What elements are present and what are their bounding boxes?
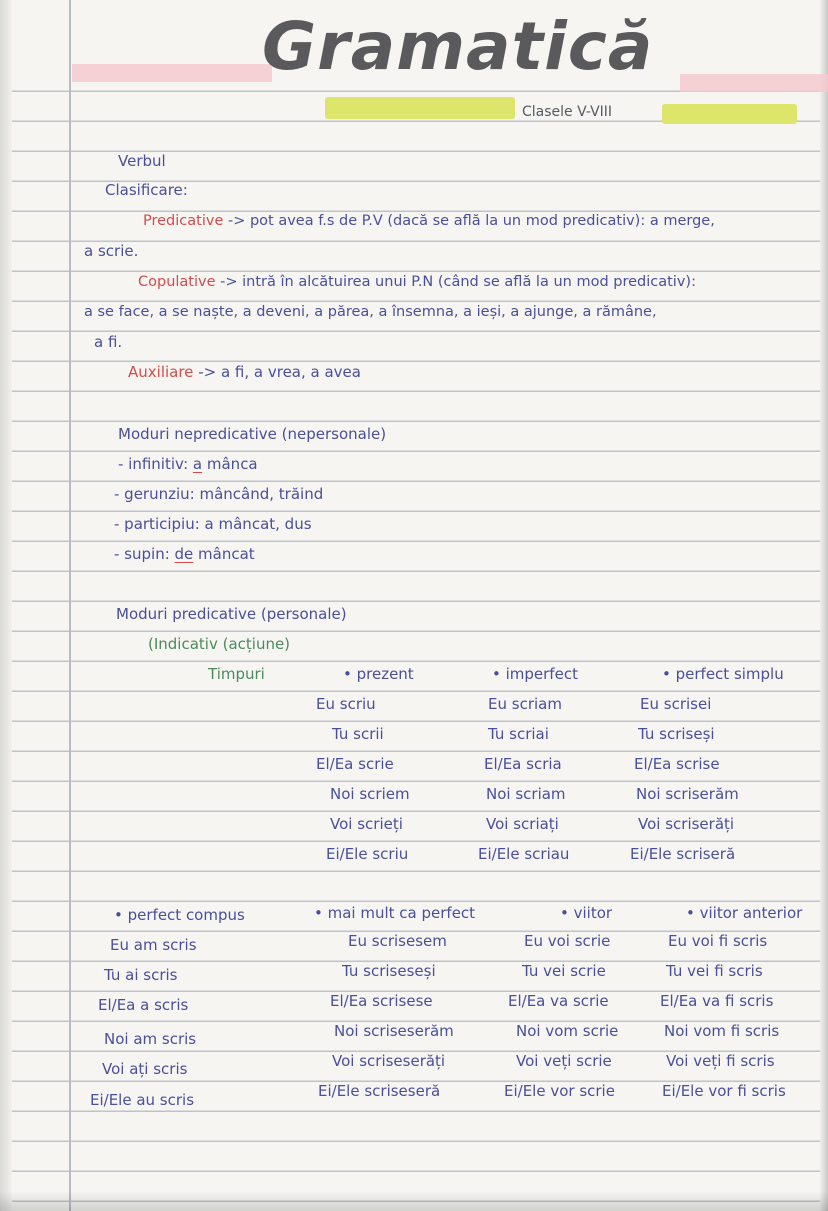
page-title: Gramatică <box>262 8 654 85</box>
table1-cell: Eu scrisei <box>640 695 712 713</box>
table1-cell: Voi scriserăți <box>638 815 735 833</box>
table2-cell: Noi am scris <box>104 1030 197 1048</box>
predicative-term: Predicative <box>143 213 224 229</box>
predicative-text: pot avea f.s de P.V (dacă se află la un mod predicativ): a merge, <box>249 213 715 229</box>
nonpredicative-item-infinitiv <box>118 455 258 473</box>
table1-header-perfect-simplu: • perfect simplu <box>662 665 784 683</box>
item-text: a mâncat, dus <box>204 515 312 533</box>
yellow-highlight-left <box>325 97 515 119</box>
table1-cell: Tu scriai <box>488 725 549 743</box>
table1-cell: Ei/Ele scriau <box>478 845 570 863</box>
table1-cell: Ei/Ele scriseră <box>630 845 736 863</box>
nonpredicative-heading: Moduri nepredicative (nepersonale) <box>118 425 387 443</box>
margin-line <box>69 0 71 1211</box>
predicative-heading: Moduri predicative (personale) <box>116 605 347 623</box>
table2-cell: Eu voi scrie <box>524 932 611 950</box>
item-rest: mâncat <box>193 545 255 563</box>
nonpredicative-item-supin <box>114 545 255 563</box>
table1-cell: Noi scriserăm <box>636 785 739 803</box>
tenses-label: Timpuri <box>208 665 265 683</box>
table1-cell: Eu scriam <box>488 695 562 713</box>
page-subtitle: Clasele V-VIII <box>522 104 613 120</box>
table1-cell: El/Ea scria <box>484 755 562 773</box>
table2-cell: Voi veți fi scris <box>666 1052 775 1070</box>
auxiliary-text: a fi, a vrea, a avea <box>220 363 361 381</box>
arrow: -> <box>227 213 246 229</box>
item-text: mâncând, trăind <box>199 485 324 503</box>
yellow-highlight-right <box>662 104 797 124</box>
table2-cell: Tu vei fi scris <box>666 962 763 980</box>
page-bottom-shadow <box>0 1191 828 1211</box>
table2-header-viitor-anterior: • viitor anterior <box>686 904 803 922</box>
table1-header-prezent: • prezent <box>343 665 414 683</box>
copulative-text: intră în alcătuirea unui P.N (când se află la un mod predicativ): <box>242 274 696 290</box>
item-marker: a <box>192 455 203 473</box>
table2-header-perfect-compus: • perfect compus <box>114 906 245 924</box>
verb-heading: Verbul <box>118 152 166 170</box>
indicative-mood-label: (Indicativ (acțiune) <box>148 635 291 653</box>
table2-cell: Noi scriseserăm <box>334 1022 454 1040</box>
table1-cell: Eu scriu <box>316 695 376 713</box>
item-label: - supin: <box>114 545 175 563</box>
item-label: - gerunziu: <box>114 485 200 503</box>
table1-cell: Voi scrieți <box>330 815 403 833</box>
table2-cell: Ei/Ele vor scrie <box>504 1082 615 1100</box>
copulative-term: Copulative <box>138 274 216 290</box>
nonpredicative-item-gerunziu <box>114 485 323 503</box>
table2-cell: Noi vom scrie <box>516 1022 619 1040</box>
item-label: - infinitiv: <box>118 455 193 473</box>
table2-cell: Voi ați scris <box>102 1060 188 1078</box>
predicative-continuation: a scrie. <box>84 242 139 260</box>
nonpredicative-item-participiu <box>114 515 312 533</box>
table2-cell: El/Ea va fi scris <box>660 992 774 1010</box>
predicative-line <box>143 212 715 230</box>
table2-cell: Noi vom fi scris <box>664 1022 780 1040</box>
pink-highlight-left <box>72 64 272 82</box>
auxiliary-line <box>128 363 361 381</box>
table2-cell: El/Ea a scris <box>98 996 189 1014</box>
pink-highlight-right <box>680 74 828 92</box>
item-marker: de <box>174 545 194 563</box>
table1-cell: Noi scriam <box>486 785 566 803</box>
table1-cell: Voi scriați <box>486 815 559 833</box>
table2-cell: Ei/Ele vor fi scris <box>662 1082 786 1100</box>
table2-cell: Eu scrisesem <box>348 932 447 950</box>
copulative-continuation-2: a fi. <box>94 333 123 351</box>
copulative-line <box>138 273 696 291</box>
table1-header-imperfect: • imperfect <box>492 665 578 683</box>
table1-cell: Noi scriem <box>330 785 410 803</box>
table2-cell: Tu vei scrie <box>522 962 606 980</box>
page-left-edge <box>0 0 12 1211</box>
arrow: -> <box>220 274 238 290</box>
page-right-edge <box>820 0 828 1211</box>
table2-cell: Eu voi fi scris <box>668 932 768 950</box>
table2-cell: Ei/Ele scriseseră <box>318 1082 441 1100</box>
table1-cell: El/Ea scrie <box>316 755 394 773</box>
table2-cell: Eu am scris <box>110 936 197 954</box>
table2-cell: Tu ai scris <box>104 966 178 984</box>
table2-cell: Tu scriseseși <box>342 962 436 980</box>
table1-cell: Ei/Ele scriu <box>326 845 409 863</box>
table2-cell: Voi scriseserăți <box>332 1052 446 1070</box>
table2-cell: Ei/Ele au scris <box>90 1091 195 1109</box>
copulative-continuation-1: a se face, a se naște, a deveni, a părea, a însemna, a ieși, a ajunge, a rămâne, <box>84 304 657 320</box>
table2-cell: El/Ea va scrie <box>508 992 609 1010</box>
table1-cell: Tu scriseși <box>638 725 715 743</box>
item-rest: mânca <box>202 455 258 473</box>
classification-label: Clasificare: <box>105 181 188 199</box>
item-label: - participiu: <box>114 515 205 533</box>
arrow: -> <box>198 363 217 381</box>
table1-cell: Tu scrii <box>332 725 384 743</box>
table2-header-mai-mult-ca-perfect: • mai mult ca perfect <box>314 904 476 922</box>
table1-cell: El/Ea scrise <box>634 755 720 773</box>
table2-header-viitor: • viitor <box>560 904 613 922</box>
table2-cell: El/Ea scrisese <box>330 992 433 1010</box>
auxiliary-term: Auxiliare <box>128 363 194 381</box>
table2-cell: Voi veți scrie <box>516 1052 612 1070</box>
